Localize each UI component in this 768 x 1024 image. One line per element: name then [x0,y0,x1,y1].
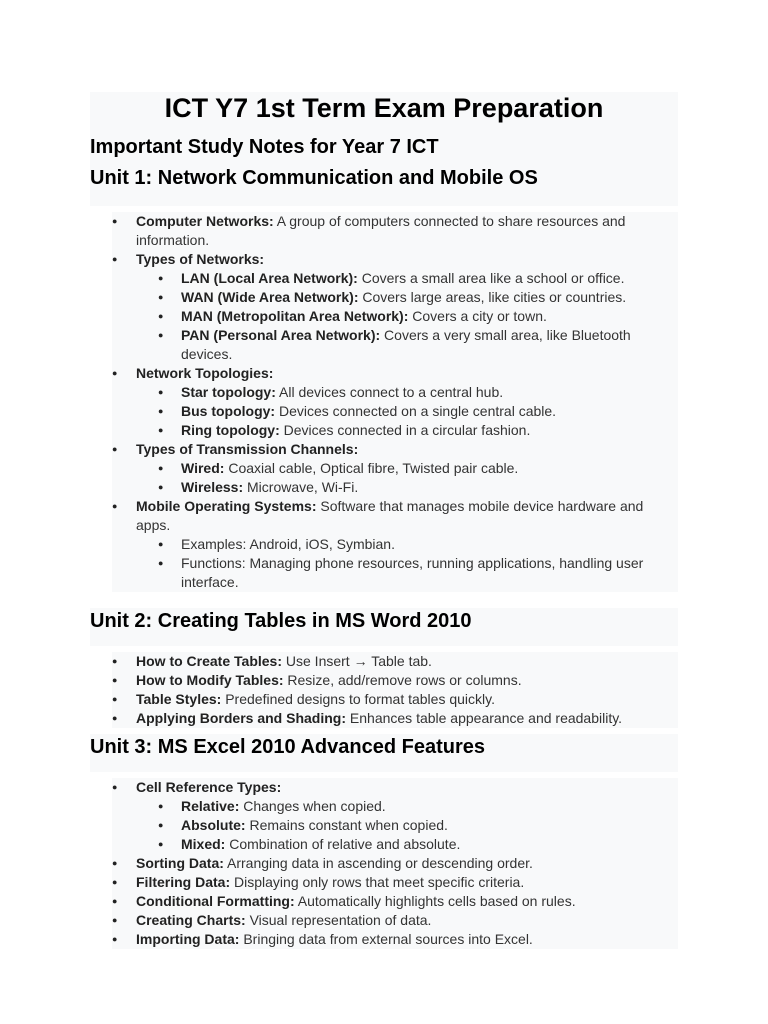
sub-list-item [158,326,678,364]
item-text: Examples: Android, iOS, Symbian. [181,536,395,552]
item-text: Displaying only rows that meet specific criteria. [230,874,525,890]
sub-list-item [158,421,678,440]
list-item [112,911,678,930]
sub-list-item [158,535,678,554]
item-text: Visual representation of data. [245,912,432,928]
item-label: PAN (Personal Area Network): [181,327,381,343]
sub-list [136,459,678,497]
item-text: Covers a very small area, like Bluetooth devices. [181,327,631,362]
item-text: Enhances table appearance and readability. [346,710,623,726]
item-text: Remains constant when copied. [245,817,448,833]
list-item [112,671,678,690]
item-text: Resize, add/remove rows or columns. [283,672,522,688]
item-text: Arranging data in ascending or descending order. [223,855,533,871]
sub-list-item [158,816,678,835]
list-item [112,250,678,364]
sub-list-item [158,835,678,854]
item-label: Cell Reference Types: [136,779,282,795]
document-page [90,92,678,949]
item-text: Devices connected on a single central cable. [275,403,557,419]
list-item [112,212,678,250]
list-item [112,930,678,949]
unit-3-heading-block [90,734,678,772]
list-item [112,440,678,497]
item-label: Bus topology: [181,403,276,419]
unit-2-heading: Unit 2: Creating Tables in MS Word 2010 [90,610,472,632]
page-title: ICT Y7 1st Term Exam Preparation [164,93,604,123]
item-label: Computer Networks: [136,213,274,229]
item-text: Bringing data from external sources into Excel. [239,931,533,947]
sub-list [136,383,678,440]
sub-list-item [158,288,678,307]
item-label: Table Styles: [136,691,222,707]
sub-list-item [158,459,678,478]
list-item [112,892,678,911]
item-label: Mixed: [181,836,226,852]
unit-3-heading: Unit 3: MS Excel 2010 Advanced Features [90,736,485,758]
sub-list-item [158,478,678,497]
item-text: Functions: Managing phone resources, running applications, handling user interface. [181,555,644,590]
list-item [112,652,678,671]
item-text: Microwave, Wi-Fi. [243,479,359,495]
item-label: MAN (Metropolitan Area Network): [181,308,409,324]
sub-list [136,535,678,592]
item-label: Types of Networks: [136,251,265,267]
item-label: Ring topology: [181,422,280,438]
item-label: How to Create Tables: [136,653,282,669]
sub-list-item [158,269,678,288]
list-item [112,497,678,592]
item-text: Combination of relative and absolute. [225,836,461,852]
sub-list [136,797,678,854]
item-text: All devices connect to a central hub. [275,384,504,400]
unit-1-list [90,212,678,592]
sub-list [136,269,678,364]
list-item [112,690,678,709]
item-label: Wired: [181,460,225,476]
item-label: Absolute: [181,817,246,833]
item-label: Network Topologies: [136,365,274,381]
item-label: Applying Borders and Shading: [136,710,347,726]
sub-list-item [158,554,678,592]
item-text: A group of computers connected to share resources and information. [136,213,626,248]
item-text: Software that manages mobile device hardware and apps. [136,498,644,533]
item-label: Types of Transmission Channels: [136,441,359,457]
title-block [90,92,678,206]
item-text: Covers large areas, like cities or countries. [358,289,627,305]
item-text: Devices connected in a circular fashion. [279,422,531,438]
list-item [112,873,678,892]
item-label: Conditional Formatting: [136,893,295,909]
unit-2-heading-block [90,608,678,646]
item-text: Covers a city or town. [408,308,547,324]
item-label: Star topology: [181,384,276,400]
unit-1-heading: Unit 1: Network Communication and Mobile OS [90,167,538,189]
unit-3-list [90,778,678,949]
sub-list-item [158,307,678,326]
item-text: Changes when copied. [239,798,386,814]
sub-list-item [158,402,678,421]
list-item [112,854,678,873]
item-label: Relative: [181,798,240,814]
item-label: WAN (Wide Area Network): [181,289,359,305]
item-text: Predefined designs to format tables quickly. [221,691,495,707]
item-text: Covers a small area like a school or office. [357,270,625,286]
item-label: Importing Data: [136,931,240,947]
sub-list-item [158,797,678,816]
item-text: Automatically highlights cells based on rules. [294,893,576,909]
item-label: Mobile Operating Systems: [136,498,317,514]
sub-list-item [158,383,678,402]
item-text: Use Insert → Table tab. [282,653,432,669]
list-item [112,364,678,440]
item-label: Sorting Data: [136,855,224,871]
item-text: Coaxial cable, Optical fibre, Twisted pair cable. [224,460,519,476]
item-label: Creating Charts: [136,912,246,928]
item-label: Wireless: [181,479,244,495]
item-label: LAN (Local Area Network): [181,270,358,286]
page-subtitle: Important Study Notes for Year 7 ICT [90,136,439,158]
list-item [112,709,678,728]
item-label: How to Modify Tables: [136,672,284,688]
unit-2-list [90,652,678,728]
item-label: Filtering Data: [136,874,231,890]
list-item [112,778,678,854]
